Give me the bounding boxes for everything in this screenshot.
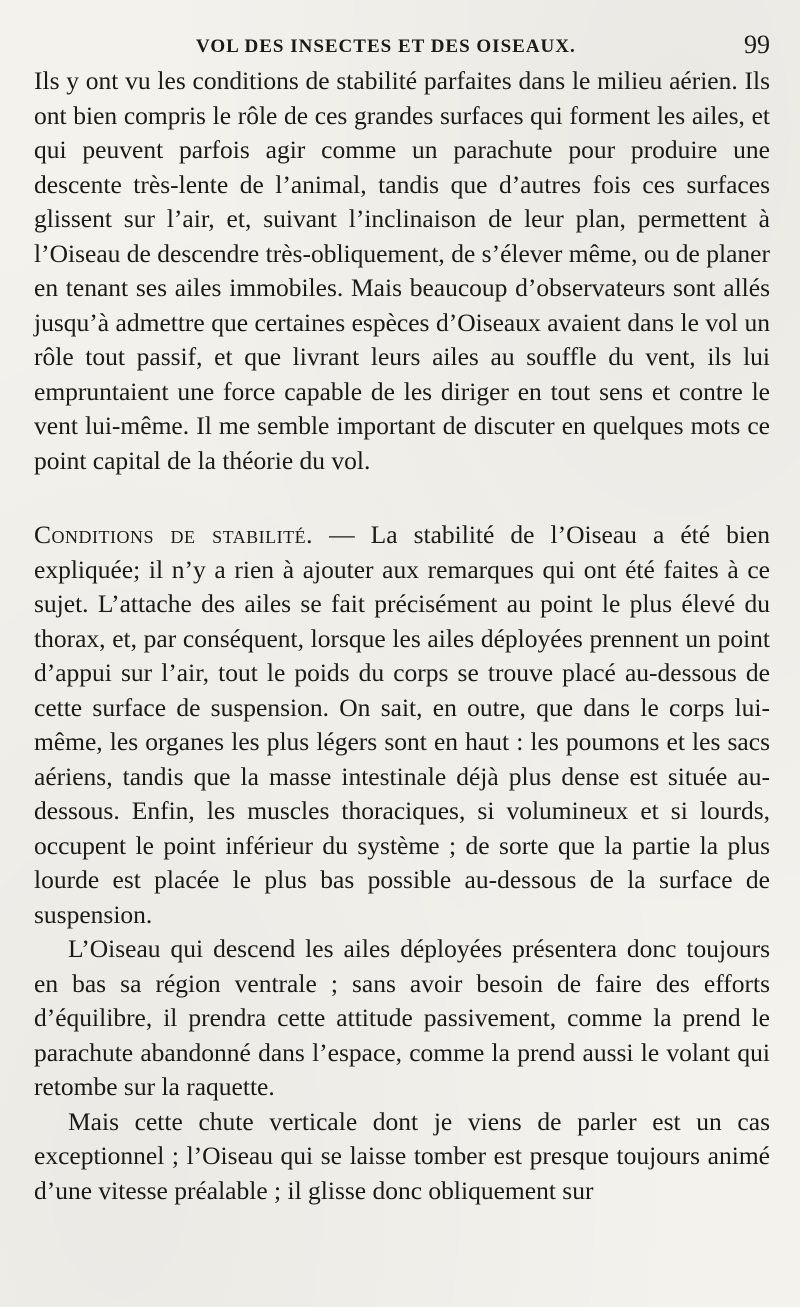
running-title: VOL DES INSECTES ET DES OISEAUX. [196,36,576,57]
paragraph [34,518,770,932]
paragraph [34,1105,770,1209]
page-header [34,30,770,60]
section-heading: Conditions de stabilité. [34,520,314,549]
paragraph [34,64,770,478]
paragraph-text: L’Oiseau qui descend les ailes déployées présentera donc toujours en bas sa région ventrale ; sans avoir besoin de faire des efforts d’équilibre, il prendra cette attitude passivement, comme la prend le parachute abandonné dans l’espace, comme la prend aussi le volant qui retombe sur la raquette. [34,934,770,1101]
paragraph-text: Mais cette chute verticale dont je viens de parler est un cas exceptionnel ; l’Oiseau qui se laisse tomber est presque toujours animé d’une vitesse préalable ; il glisse donc obliquement sur [34,1106,770,1205]
body-text [34,64,770,1208]
paragraph [34,932,770,1105]
paragraph-text: Ils y ont vu les conditions de stabilité parfaites dans le milieu aérien. Ils ont bien compris le rôle de ces grandes surfaces qui forment les ailes, et qui peuvent parfois agir comme un parachute pour produire une descente très-lente de l’animal, tandis que d’autres fois ces surfaces glissent sur l’air, et, suivant l’inclinaison de leur plan, permettent à l’Oiseau de descendre très-obliquement, de s’élever même, ou de planer en tenant ses ailes immobiles. Mais beaucoup d’observateurs sont allés jusqu’à admettre que certaines espèces d’Oiseaux avaient dans le vol un rôle tout passif, et que livrant leurs ailes au souffle du vent, ils lui empruntaient une force capable de les diriger en tout sens et contre le vent lui-même. Il me semble important de discuter en quelques mots ce point capital de la théorie du vol. [34,66,770,475]
page-number: 99 [744,30,770,59]
paragraph-text: — La stabilité de l’Oiseau a été bien expliquée; il n’y a rien à ajouter aux remarques qui ont été faites à ce sujet. L’attache des ailes se fait précisément au point le plus élevé du thorax, et, par conséquent, lorsque les ailes déployées prennent un point d’appui sur l’air, tout le poids du corps se trouve placé au-dessous de cette surface de suspension. On sait, en outre, que dans le corps lui-même, les organes les plus légers sont en haut : les poumons et les sacs aériens, tandis que la masse intestinale déjà plus dense est située au-dessous. Enfin, les muscles thoraciques, si volumineux et si lourds, occupent le point inférieur du système ; de sorte que la partie la plus lourde est placée le plus bas possible au-dessous de la surface de suspension. [34,520,770,929]
